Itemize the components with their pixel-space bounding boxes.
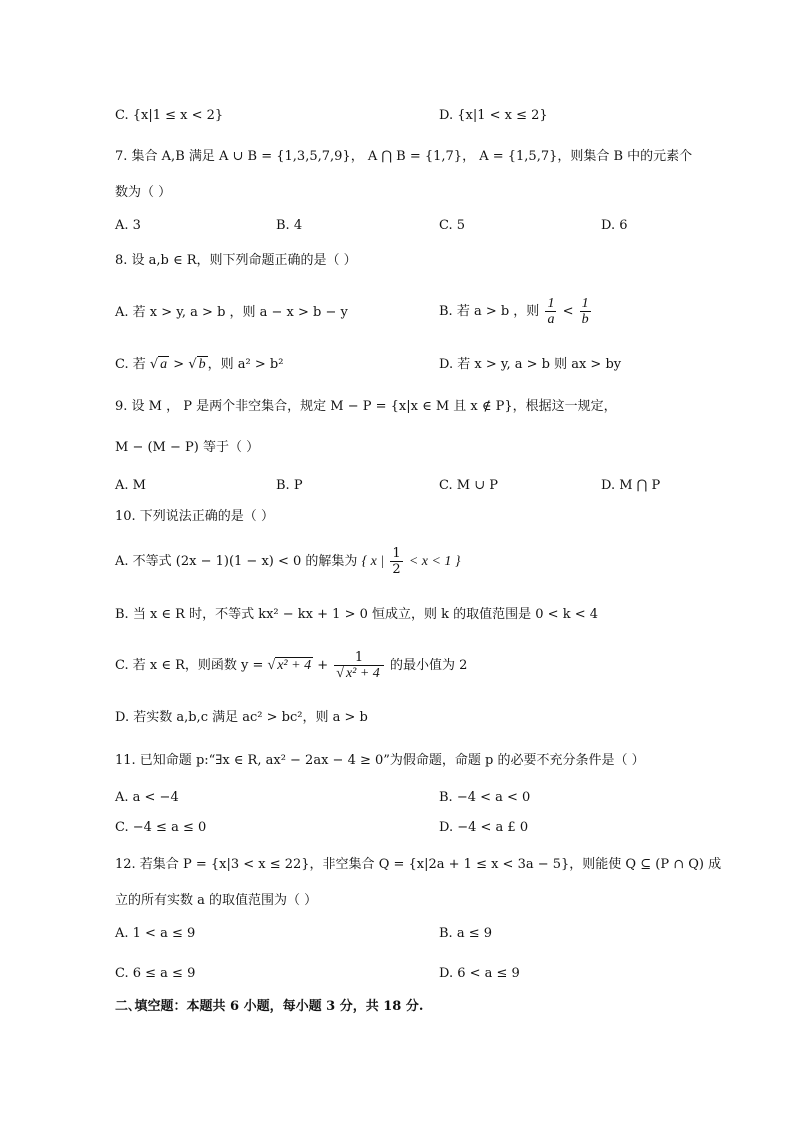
q12-option-c: C. 6 ≤ a ≤ 9: [115, 966, 196, 981]
q12-stem-line1: 12. 若集合 P = {x|3 < x ≤ 22}，非空集合 Q = {x|2a + 1 ≤ x < 3a − 5}，则能使 Q ⊆ (P ∩ Q) 成: [115, 857, 722, 872]
q10-option-c-radical-sign: √: [267, 658, 276, 673]
q9-stem-line1: 9. 设 M ， P 是两个非空集合，规定 M − P = {x|x ∈ M 且 x ∉ P}，根据这一规定，: [115, 399, 617, 414]
q10-option-c-plus: +: [313, 658, 333, 673]
q8-option-d: D. 若 x > y, a > b 则 ax > by: [439, 357, 622, 372]
q12-option-b: B. a ≤ 9: [439, 926, 492, 941]
q12-option-d: D. 6 < a ≤ 9: [439, 966, 520, 981]
q8-option-c-sqrt-a: a: [160, 357, 168, 372]
q10-option-d: D. 若实数 a,b,c 满足 ac² > bc²，则 a > b: [115, 710, 368, 725]
q8-option-c-middle: > √: [169, 357, 197, 372]
q10-option-c-prefix: C. 若 x ∈ R，则函数 y =: [115, 658, 268, 673]
q8-stem: 8. 设 a,b ∈ R，则下列命题正确的是（ ）: [115, 253, 357, 268]
q10-option-c-den-radicand: x² + 4: [345, 666, 380, 681]
q6-option-d: D. {x|1 < x ≤ 2}: [439, 108, 548, 123]
q10-option-b: B. 当 x ∈ R 时，不等式 kx² − kx + 1 > 0 恒成立，则 k 的取值范围是 0 < k < 4: [115, 607, 599, 622]
q10-option-c: [115, 648, 467, 684]
q8-option-c-suffix: ，则 a² > b²: [207, 357, 284, 372]
q8-option-b-prefix: B. 若 a > b ，则: [439, 304, 540, 319]
q7-option-a: A. 3: [115, 218, 141, 233]
q11-option-a: A. a < −4: [115, 790, 179, 805]
q10-option-a-den: 2: [392, 562, 401, 577]
section-2-heading: 二､填空题：本题共 6 小题，每小题 3 分，共 18 分.: [115, 999, 424, 1014]
q12-stem-line2: 立的所有实数 a 的取值范围为（ ）: [115, 893, 318, 908]
q8-option-b-fraction-2: [580, 296, 591, 327]
q8-option-b-lt: <: [562, 304, 574, 319]
q8-option-b: [439, 296, 593, 328]
q10-option-c-fraction: [334, 650, 384, 681]
q9-option-a: A. M: [115, 478, 146, 493]
q7-option-d: D. 6: [601, 218, 628, 233]
q10-option-a-set-open: { x |: [361, 554, 385, 569]
q10-option-a-num: 1: [392, 546, 401, 561]
q7-stem-line1: 7. 集合 A,B 满足 A ∪ B = {1,3,5,7,9}， A ⋂ B = {1,7}， A = {1,5,7}，则集合 B 中的元素个: [115, 149, 693, 164]
q7-option-b: B. 4: [276, 218, 303, 233]
q9-stem-line2: M − (M − P) 等于（ ）: [115, 440, 260, 455]
q7-option-c: C. 5: [439, 218, 466, 233]
q8-option-b-fraction-1: [545, 296, 556, 327]
q11-option-b: B. −4 < a < 0: [439, 790, 531, 805]
q9-option-d: D. M ⋂ P: [601, 478, 661, 493]
q11-stem: 11. 已知命题 p:“∃x ∈ R, ax² − 2ax − 4 ≥ 0”为假命题，命题 p 的必要不充分条件是（ ）: [115, 753, 645, 768]
q10-option-c-den: √ x² + 4: [336, 666, 380, 681]
q8-option-c: [115, 356, 283, 374]
q8-option-c-prefix: C. 若 √: [115, 357, 159, 372]
q8-option-b-den2: b: [581, 312, 589, 327]
q8-option-c-sqrt-b: b: [198, 357, 206, 372]
q10-option-a-fraction: [390, 546, 402, 577]
q10-option-c-suffix: 的最小值为 2: [389, 658, 468, 673]
q11-option-d: D. −4 < a £ 0: [439, 820, 529, 835]
q10-option-a-set-close: < x < 1 }: [408, 554, 461, 569]
q10-option-a: [115, 546, 461, 578]
q9-option-b: B. P: [276, 478, 303, 493]
q8-option-b-num1: 1: [547, 296, 555, 311]
q8-option-b-num2: 1: [581, 296, 589, 311]
q10-option-c-radicand: x² + 4: [277, 658, 312, 673]
q12-option-a: A. 1 < a ≤ 9: [115, 926, 196, 941]
q9-option-c: C. M ∪ P: [439, 478, 498, 493]
q8-option-b-den1: a: [547, 312, 555, 327]
q10-stem: 10. 下列说法正确的是（ ）: [115, 509, 274, 524]
q8-option-a: A. 若 x > y, a > b ，则 a − x > b − y: [115, 305, 348, 320]
q10-option-c-num: 1: [334, 650, 384, 666]
q11-option-c: C. −4 ≤ a ≤ 0: [115, 820, 207, 835]
q6-option-c: C. {x|1 ≤ x < 2}: [115, 108, 224, 123]
q7-stem-line2: 数为（ ）: [115, 185, 172, 200]
q10-option-a-prefix: A. 不等式 (2x − 1)(1 − x) < 0 的解集为: [115, 554, 358, 569]
